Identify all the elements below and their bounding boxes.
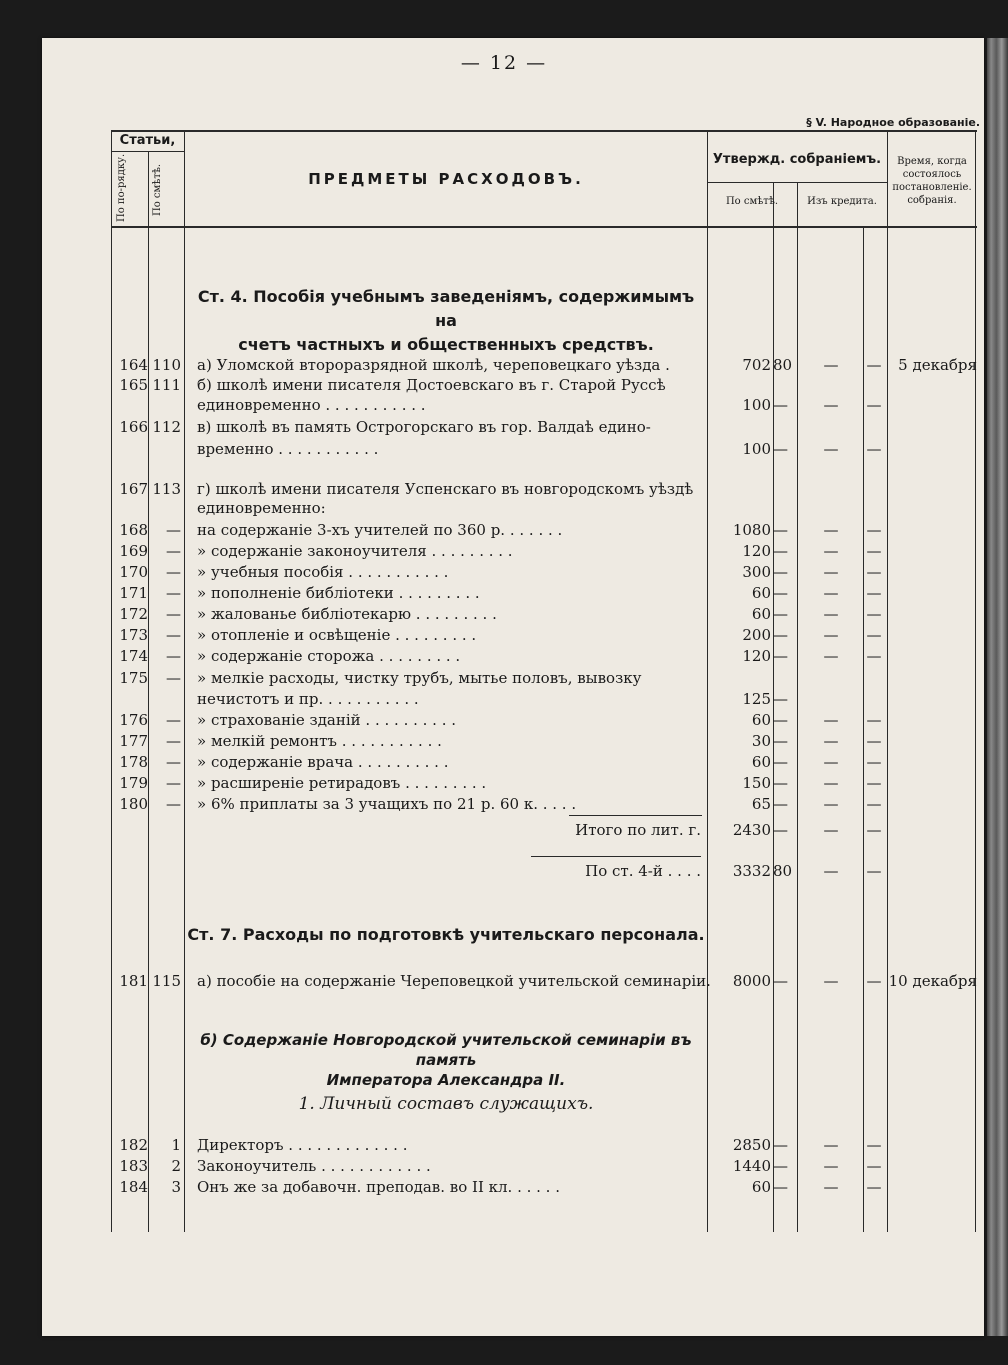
credit-kopecks: — bbox=[866, 972, 882, 990]
estimate-kopecks: — bbox=[773, 972, 788, 990]
estimate-kopecks: — bbox=[773, 774, 788, 792]
credit-rubles: — bbox=[823, 972, 839, 990]
credit-kopecks: — bbox=[866, 440, 882, 458]
estimate-kopecks: — bbox=[773, 626, 788, 644]
row-description: а) пособіе на содержаніе Череповецкой учительской семинаріи. bbox=[197, 972, 711, 990]
credit-rubles: — bbox=[823, 563, 839, 581]
table-row bbox=[111, 689, 977, 709]
row-description: » жалованье библіотекарю . . . . . . . . . bbox=[197, 605, 497, 623]
row-number-estimate: — bbox=[166, 563, 181, 581]
row-number-estimate: — bbox=[166, 753, 181, 771]
row-number-order: 171 bbox=[119, 584, 148, 602]
row-number-estimate: 1 bbox=[171, 1136, 181, 1154]
row-description: временно . . . . . . . . . . . bbox=[197, 440, 379, 458]
row-description: единовременно . . . . . . . . . . . bbox=[197, 396, 426, 414]
credit-kopecks: — bbox=[866, 774, 882, 792]
row-number-estimate: 3 bbox=[171, 1178, 181, 1196]
total-label: По ст. 4-й . . . . bbox=[585, 862, 701, 880]
credit-kopecks: — bbox=[866, 584, 882, 602]
table-row bbox=[111, 646, 977, 666]
row-description: » расширеніе ретирадовъ . . . . . . . . . bbox=[197, 774, 487, 792]
credit-rubles: — bbox=[823, 795, 839, 813]
approved-label: Утвержд. собраніемъ. bbox=[712, 152, 882, 167]
credit-rubles: — bbox=[823, 862, 839, 880]
row-description: Директоръ . . . . . . . . . . . . . bbox=[197, 1136, 408, 1154]
row-description: Законоучитель . . . . . . . . . . . . bbox=[197, 1157, 431, 1175]
adjacent-page-edge bbox=[987, 38, 1008, 1336]
row-number-order: 168 bbox=[119, 521, 148, 539]
sub-b-line1: б) Содержаніе Новгородской учительской семинаріи въ память bbox=[200, 1031, 692, 1069]
credit-kopecks: — bbox=[866, 821, 882, 839]
table-row bbox=[111, 1156, 977, 1176]
credit-rubles: — bbox=[823, 821, 839, 839]
from-credit-label: Изъ кредита. bbox=[807, 196, 877, 207]
credit-kopecks: — bbox=[866, 753, 882, 771]
credit-rubles: — bbox=[823, 440, 839, 458]
row-number-estimate: — bbox=[166, 626, 181, 644]
credit-kopecks: — bbox=[866, 1157, 882, 1175]
estimate-kopecks: — bbox=[773, 690, 788, 708]
estimate-kopecks: — bbox=[773, 521, 788, 539]
estimate-kopecks: — bbox=[773, 821, 788, 839]
row-number-order: 169 bbox=[119, 542, 148, 560]
estimate-rubles: 60 bbox=[751, 1178, 771, 1196]
estimate-rubles: 3332 bbox=[732, 862, 771, 880]
credit-kopecks: — bbox=[866, 732, 882, 750]
row-description: » 6% приплаты за 3 учащихъ по 21 р. 60 к. . . . . bbox=[197, 795, 577, 813]
estimate-kopecks: — bbox=[773, 732, 788, 750]
sub-1-heading: 1. Личный составъ служащихъ. bbox=[298, 1094, 594, 1114]
row-description: » содержаніе сторожа . . . . . . . . . bbox=[197, 647, 461, 665]
estimate-kopecks: — bbox=[773, 647, 788, 665]
row-number-order: 175 bbox=[119, 669, 148, 687]
row-number-order: 180 bbox=[119, 795, 148, 813]
sub-b-line2: Императора Александра II. bbox=[326, 1071, 566, 1089]
row-description: на содержаніе 3-хъ учителей по 360 р. . . . . . . bbox=[197, 521, 563, 539]
estimate-rubles: 120 bbox=[742, 542, 771, 560]
estimate-rubles: 2430 bbox=[732, 821, 771, 839]
estimate-rubles: 30 bbox=[751, 732, 771, 750]
credit-kopecks: — bbox=[866, 1178, 882, 1196]
estimate-rubles: 150 bbox=[742, 774, 771, 792]
row-number-order: 164 bbox=[119, 356, 148, 374]
row-number-order: 174 bbox=[119, 647, 148, 665]
row-number-order: 177 bbox=[119, 732, 148, 750]
row-description: в) школѣ въ память Острогорскаго въ гор. Валдаѣ едино- bbox=[197, 418, 651, 436]
row-description: » страхованіе зданій . . . . . . . . . . bbox=[197, 711, 457, 729]
by-estimate-col-label: По смѣтѣ. bbox=[725, 196, 779, 207]
row-number-estimate: — bbox=[166, 542, 181, 560]
credit-rubles: — bbox=[823, 396, 839, 414]
row-description: г) школѣ имени писателя Успенскаго въ новгородскомъ уѣздѣ bbox=[197, 480, 694, 498]
row-number-order: 179 bbox=[119, 774, 148, 792]
table-row bbox=[111, 1177, 977, 1197]
credit-kopecks: — bbox=[866, 1136, 882, 1154]
credit-kopecks: — bbox=[866, 542, 882, 560]
header-bottom-rule bbox=[111, 226, 977, 228]
table-row bbox=[111, 861, 977, 881]
row-number-estimate: 110 bbox=[152, 356, 181, 374]
credit-rubles: — bbox=[823, 1136, 839, 1154]
estimate-rubles: 1080 bbox=[732, 521, 771, 539]
total-label: Итого по лит. г. bbox=[575, 821, 701, 839]
row-number-estimate: — bbox=[166, 521, 181, 539]
estimate-rubles: 8000 bbox=[732, 972, 771, 990]
page-number: — 12 — bbox=[460, 52, 548, 74]
articles-label: Статьи, bbox=[119, 133, 176, 148]
row-number-estimate: — bbox=[166, 732, 181, 750]
credit-rubles: — bbox=[823, 647, 839, 665]
row-number-estimate: — bbox=[166, 795, 181, 813]
article-7-line1: Ст. 7. Расходы по подготовкѣ учительскаго персонала. bbox=[187, 925, 705, 944]
approved-header-rule bbox=[707, 182, 887, 183]
table-row bbox=[111, 971, 977, 991]
table-row bbox=[111, 439, 977, 459]
estimate-kopecks: — bbox=[773, 440, 788, 458]
row-number-order: 170 bbox=[119, 563, 148, 581]
row-description: » мелкій ремонтъ . . . . . . . . . . . bbox=[197, 732, 442, 750]
row-number-order: 173 bbox=[119, 626, 148, 644]
credit-kopecks: — bbox=[866, 521, 882, 539]
table-row bbox=[111, 752, 977, 772]
table-row bbox=[111, 820, 977, 840]
estimate-kopecks: — bbox=[773, 1178, 788, 1196]
estimate-kopecks: — bbox=[773, 1136, 788, 1154]
by-estimate-label: По смѣтѣ. bbox=[152, 163, 163, 217]
credit-rubles: — bbox=[823, 356, 839, 374]
table-row bbox=[111, 520, 977, 540]
estimate-kopecks: — bbox=[773, 605, 788, 623]
table-row bbox=[111, 395, 977, 415]
row-number-estimate: — bbox=[166, 584, 181, 602]
row-number-estimate: 115 bbox=[152, 972, 181, 990]
row-description: а) Уломской второразрядной школѣ, череповецкаго уѣзда . bbox=[197, 356, 670, 374]
row-description: » учебныя пособія . . . . . . . . . . . bbox=[197, 563, 449, 581]
credit-rubles: — bbox=[823, 542, 839, 560]
table-row bbox=[111, 375, 977, 395]
row-number-estimate: 112 bbox=[152, 418, 181, 436]
row-number-estimate: — bbox=[166, 711, 181, 729]
table-row bbox=[111, 541, 977, 561]
total-rule bbox=[569, 815, 702, 816]
row-number-estimate: — bbox=[166, 647, 181, 665]
credit-rubles: — bbox=[823, 711, 839, 729]
credit-rubles: — bbox=[823, 584, 839, 602]
article-4-line1: Ст. 4. Пособія учебнымъ заведеніямъ, содержимымъ на bbox=[197, 287, 695, 330]
row-description: единовременно: bbox=[197, 499, 326, 517]
estimate-kopecks: 80 bbox=[773, 356, 793, 374]
credit-kopecks: — bbox=[866, 862, 882, 880]
row-description: нечистотъ и пр. . . . . . . . . . . bbox=[197, 690, 419, 708]
estimate-kopecks: — bbox=[773, 584, 788, 602]
row-number-order: 166 bbox=[119, 418, 148, 436]
estimate-rubles: 60 bbox=[751, 605, 771, 623]
table-row bbox=[111, 794, 977, 814]
table-row bbox=[111, 479, 977, 499]
credit-kopecks: — bbox=[866, 605, 882, 623]
row-description: » пополненіе библіотеки . . . . . . . . . bbox=[197, 584, 480, 602]
credit-rubles: — bbox=[823, 774, 839, 792]
row-description: » мелкіе расходы, чистку трубъ, мытье половъ, вывозку bbox=[197, 669, 642, 687]
estimate-kopecks: — bbox=[773, 563, 788, 581]
row-number-estimate: 111 bbox=[152, 376, 181, 394]
table-row bbox=[111, 562, 977, 582]
table-row bbox=[111, 625, 977, 645]
table-row bbox=[111, 604, 977, 624]
row-number-estimate: — bbox=[166, 605, 181, 623]
table-title: ПРЕДМЕТЫ РАСХОДОВЪ. bbox=[308, 170, 584, 188]
row-number-order: 165 bbox=[119, 376, 148, 394]
credit-rubles: — bbox=[823, 605, 839, 623]
row-number-order: 172 bbox=[119, 605, 148, 623]
credit-kopecks: — bbox=[866, 563, 882, 581]
estimate-rubles: 60 bbox=[751, 584, 771, 602]
row-number-order: 176 bbox=[119, 711, 148, 729]
row-number-order: 178 bbox=[119, 753, 148, 771]
estimate-rubles: 100 bbox=[742, 440, 771, 458]
article-4-line2: счетъ частныхъ и общественныхъ средствъ. bbox=[238, 335, 654, 354]
sub-b-heading bbox=[185, 1030, 707, 1090]
estimate-kopecks: 80 bbox=[773, 862, 793, 880]
table-row bbox=[111, 1135, 977, 1155]
table-row bbox=[111, 773, 977, 793]
table-row bbox=[111, 668, 977, 688]
row-number-estimate: 113 bbox=[152, 480, 181, 498]
credit-rubles: — bbox=[823, 1157, 839, 1175]
estimate-rubles: 120 bbox=[742, 647, 771, 665]
decision-date: 10 декабря bbox=[888, 972, 977, 990]
table-row bbox=[111, 583, 977, 603]
estimate-rubles: 2850 bbox=[732, 1136, 771, 1154]
estimate-kopecks: — bbox=[773, 1157, 788, 1175]
estimate-rubles: 702 bbox=[742, 356, 771, 374]
total-rule bbox=[531, 856, 701, 857]
row-number-order: 184 bbox=[119, 1178, 148, 1196]
row-number-order: 182 bbox=[119, 1136, 148, 1154]
table-row bbox=[111, 498, 977, 518]
table-row bbox=[111, 355, 977, 375]
credit-kopecks: — bbox=[866, 795, 882, 813]
row-number-order: 183 bbox=[119, 1157, 148, 1175]
credit-rubles: — bbox=[823, 521, 839, 539]
estimate-rubles: 125 bbox=[742, 690, 771, 708]
expense-table bbox=[111, 130, 977, 1232]
row-description: б) школѣ имени писателя Достоевскаго въ г. Старой Руссѣ bbox=[197, 376, 666, 394]
row-description: » содержаніе законоучителя . . . . . . . . . bbox=[197, 542, 513, 560]
table-row bbox=[111, 710, 977, 730]
table-top-rule bbox=[111, 130, 977, 132]
credit-kopecks: — bbox=[866, 626, 882, 644]
estimate-rubles: 1440 bbox=[732, 1157, 771, 1175]
estimate-kopecks: — bbox=[773, 711, 788, 729]
credit-rubles: — bbox=[823, 753, 839, 771]
estimate-kopecks: — bbox=[773, 542, 788, 560]
estimate-rubles: 300 bbox=[742, 563, 771, 581]
credit-kopecks: — bbox=[866, 647, 882, 665]
time-label: Время, когда состоялось постановленіе. собранія. bbox=[892, 156, 972, 206]
estimate-rubles: 60 bbox=[751, 753, 771, 771]
estimate-kopecks: — bbox=[773, 396, 788, 414]
row-number-order: 167 bbox=[119, 480, 148, 498]
estimate-rubles: 100 bbox=[742, 396, 771, 414]
row-number-estimate: — bbox=[166, 774, 181, 792]
credit-kopecks: — bbox=[866, 356, 882, 374]
article-4-heading bbox=[185, 285, 707, 357]
credit-kopecks: — bbox=[866, 711, 882, 729]
row-number-order: 181 bbox=[119, 972, 148, 990]
table-row bbox=[111, 731, 977, 751]
estimate-rubles: 60 bbox=[751, 711, 771, 729]
row-description: » содержаніе врача . . . . . . . . . . bbox=[197, 753, 449, 771]
credit-rubles: — bbox=[823, 626, 839, 644]
credit-rubles: — bbox=[823, 1178, 839, 1196]
section-heading: § V. Народное образованіе. bbox=[806, 116, 980, 129]
estimate-kopecks: — bbox=[773, 753, 788, 771]
credit-rubles: — bbox=[823, 732, 839, 750]
decision-date: 5 декабря bbox=[898, 356, 977, 374]
row-number-estimate: — bbox=[166, 669, 181, 687]
estimate-kopecks: — bbox=[773, 795, 788, 813]
estimate-rubles: 200 bbox=[742, 626, 771, 644]
row-description: Онъ же за добавочн. преподав. во II кл. . . . . . bbox=[197, 1178, 560, 1196]
estimate-rubles: 65 bbox=[751, 795, 771, 813]
credit-kopecks: — bbox=[866, 396, 882, 414]
row-description: » отопленіе и освѣщеніе . . . . . . . . . bbox=[197, 626, 477, 644]
row-number-estimate: 2 bbox=[171, 1157, 181, 1175]
by-order-label: По по-рядку. bbox=[116, 153, 127, 222]
table-row bbox=[111, 417, 977, 437]
article-7-heading bbox=[185, 923, 707, 947]
